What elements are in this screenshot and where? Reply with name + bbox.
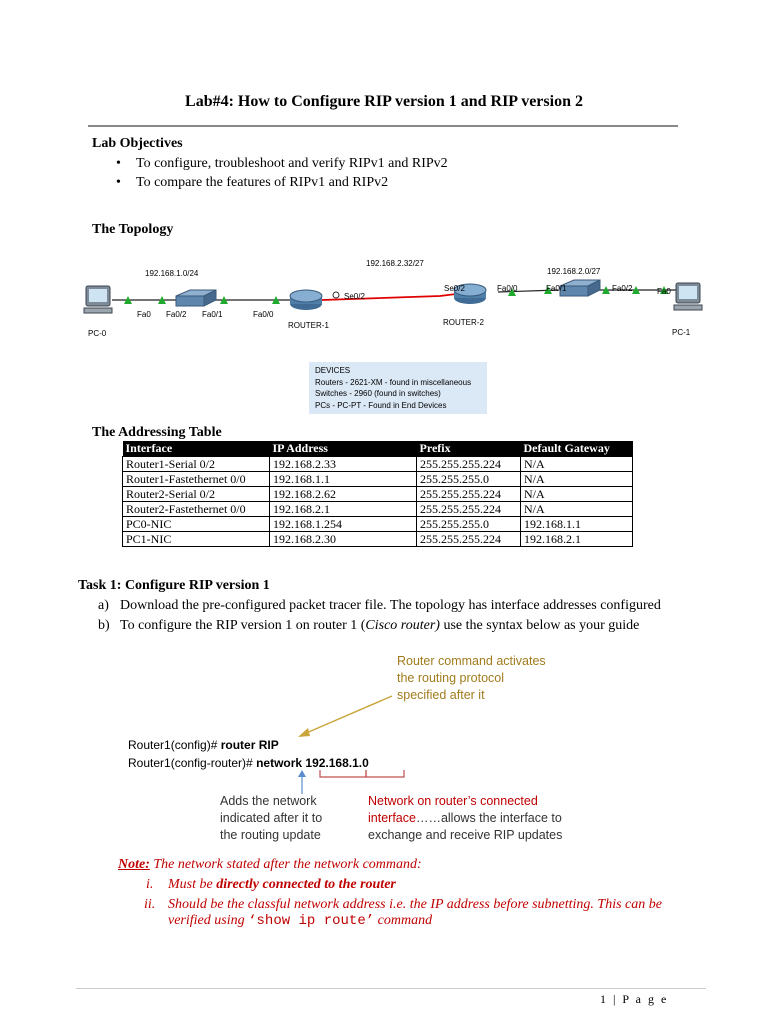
note-marker: i.: [146, 877, 154, 892]
clock-icon: [333, 292, 339, 298]
callout-connected-network: Network on router’s connected interface……allows the interface to exchange and receive RIP updates: [368, 794, 563, 842]
pc1-icon: [674, 283, 702, 310]
table-row: Router1-Fastethernet 0/0 192.168.1.1 255.255.255.0 N/A: [123, 472, 633, 487]
port-label: Fa0: [657, 287, 671, 296]
note-intro: Note: The network stated after the network command:: [118, 857, 422, 872]
step-b-text: To configure the RIP version 1 on router 1 (Cisco router) use the syntax below as your guide: [120, 618, 640, 633]
table-header-row: Interface IP Address Prefix Default Gateway: [123, 441, 633, 457]
footer-divider: [76, 988, 706, 989]
step-a-text: Download the pre-configured packet tracer file. The topology has interface addresses configured: [120, 598, 661, 613]
page-title: Lab#4: How to Configure RIP version 1 and RIP version 2: [185, 93, 583, 110]
note-marker: ii.: [144, 897, 156, 912]
note-item-i: Must be directly connected to the router: [168, 877, 396, 892]
port-label: Fa0/2: [166, 310, 187, 319]
callout-arrow-gold: [280, 690, 410, 750]
topology-heading: The Topology: [92, 222, 174, 237]
step-marker: a): [98, 598, 109, 613]
table-row: Router2-Serial 0/2 192.168.2.62 255.255.255.224 N/A: [123, 487, 633, 502]
net-serial-label: 192.168.2.32/27: [366, 259, 424, 268]
page-number: 1 | P a g e: [600, 992, 669, 1006]
bullet-icon: •: [116, 156, 121, 171]
pc1-label: PC-1: [672, 328, 691, 337]
port-label: Fa0/2: [612, 284, 633, 293]
switch1-icon: [176, 290, 216, 306]
router2-label: ROUTER-2: [443, 318, 484, 327]
router1-icon: [290, 290, 322, 310]
port-label: Fa0: [137, 310, 151, 319]
title-divider: [88, 125, 678, 127]
note-item-ii: Should be the classful network address i.e. the IP address before subnetting. This can be verified using ‘show ip route’ command: [168, 897, 662, 929]
pc0-icon: [84, 286, 112, 313]
syntax-line-2: Router1(config-router)# network 192.168.1.0: [128, 756, 369, 770]
step-marker: b): [98, 618, 110, 633]
table-row: PC0-NIC 192.168.1.254 255.255.255.0 192.168.1.1: [123, 517, 633, 532]
callout-network-command: Adds the network indicated after it to the routing update: [220, 794, 323, 842]
router1-label: ROUTER-1: [288, 321, 329, 330]
devices-legend: DEVICES Routers - 2621-XM - found in miscellaneous Switches - 2960 (found in switches) PCs - PC-PT - Found in End Devices: [309, 362, 487, 414]
addressing-table: [122, 441, 633, 547]
port-label: Fa0/0: [253, 310, 274, 319]
table-row: Router1-Serial 0/2 192.168.2.33 255.255.255.224 N/A: [123, 457, 633, 472]
syntax-line-1: Router1(config)# router RIP: [128, 738, 279, 752]
task1-heading: Task 1: Configure RIP version 1: [78, 578, 270, 593]
net2-label: 192.168.2.0/27: [547, 267, 601, 276]
port-label: Fa0/1: [546, 284, 567, 293]
addressing-heading: The Addressing Table: [92, 425, 222, 440]
objectives-heading: Lab Objectives: [92, 136, 183, 151]
net1-label: 192.168.1.0/24: [145, 269, 199, 278]
table-row: PC1-NIC 192.168.2.30 255.255.255.224 192.168.2.1: [123, 532, 633, 547]
table-row: Router2-Fastethernet 0/0 192.168.2.1 255.255.255.224 N/A: [123, 502, 633, 517]
port-label: Se0/2: [444, 284, 465, 293]
port-label: Fa0/1: [202, 310, 223, 319]
callout-router-command: Router command activates the routing protocol specified after it: [397, 654, 546, 702]
bullet-icon: •: [116, 175, 121, 190]
port-label: Se0/2: [344, 292, 365, 301]
port-label: Fa0/0: [497, 284, 518, 293]
pc0-label: PC-0: [88, 329, 107, 338]
